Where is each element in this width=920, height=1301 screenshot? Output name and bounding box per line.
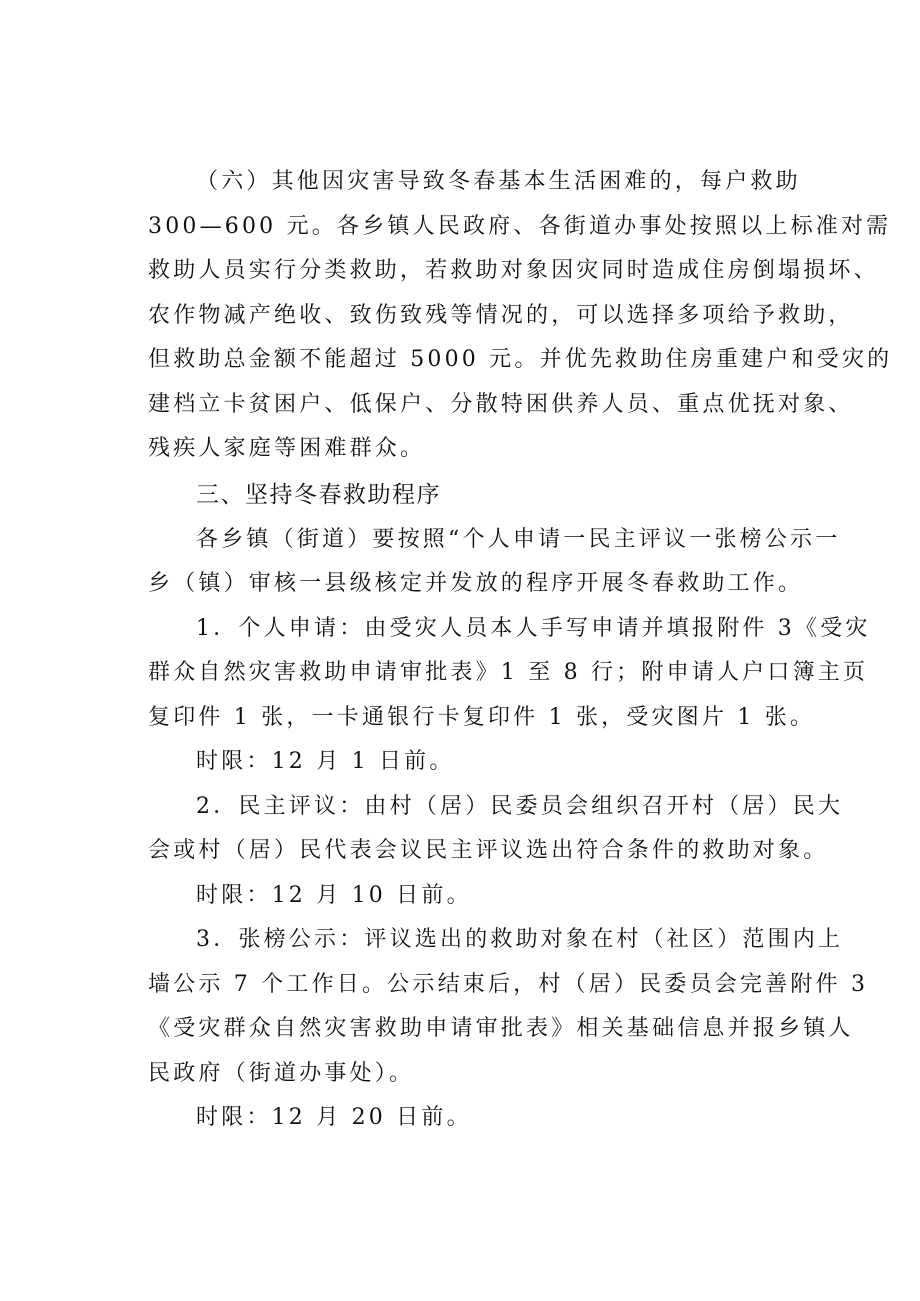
text-line: 农作物减产绝收、致伤致残等情况的，可以选择多项给予救助，	[148, 302, 854, 328]
text-line: 建档立卡贫困户、低保户、分散特困供养人员、重点优抚对象、	[148, 391, 854, 417]
paragraph-item-6	[148, 160, 893, 472]
step-3-deadline	[148, 1096, 808, 1141]
text-line: 复印件 1 张，一卡通银行卡复印件 1 张，受灾图片 1 张。	[148, 704, 816, 730]
text-line: 会或村（居）民代表会议民主评议选出符合条件的救助对象。	[148, 838, 829, 863]
text-line: 2．民主评议：由村（居）民委员会组织召开村（居）民大	[196, 793, 844, 819]
text-line: 各乡镇（街道）要按照“个人申请一民主评议一张榜公示一	[196, 526, 841, 552]
step-2-paragraph	[148, 785, 844, 874]
step-2-deadline	[148, 874, 808, 919]
step-1-paragraph	[148, 607, 871, 741]
text-line: 《受灾群众自然灾害救助申请审批表》相关基础信息并报乡镇人	[148, 1016, 854, 1041]
section-intro-paragraph	[148, 518, 841, 607]
text-line: 时限：12 月 10 日前。	[196, 882, 472, 908]
text-line: 墙公示 7 个工作日。公示结束后，村（居）民委员会完善附件 3	[148, 971, 869, 997]
text-line: 民政府（街道办事处）。	[148, 1060, 415, 1086]
text-line: 300—600 元。各乡镇人民政府、各街道办事处按照以上标准对需	[148, 213, 892, 239]
text-line: 3．张榜公示：评议选出的救助对象在村（社区）范围内上	[196, 927, 844, 952]
text-line: 但救助总金额不能超过 5000 元。并优先救助住房重建户和受灾的	[148, 347, 893, 372]
text-line: 救助人员实行分类救助，若救助对象因灾同时造成住房倒塌损坏、	[148, 258, 879, 283]
text-line: 残疾人家庭等困难群众。	[148, 436, 426, 461]
text-line: 乡（镇）审核一县级核定并发放的程序开展冬春救助工作。	[148, 571, 804, 596]
text-line: 时限：12 月 1 日前。	[196, 749, 455, 774]
text-line: 群众自然灾害救助申请审批表》1 至 8 行；附申请人户口簿主页	[148, 660, 869, 685]
text-line: 时限：12 月 20 日前。	[196, 1105, 472, 1130]
step-1-deadline	[148, 740, 808, 785]
step-3-paragraph	[148, 918, 869, 1096]
text-line: （六）其他因灾害导致冬春基本生活困难的，每户救助	[196, 169, 801, 194]
text-line: 1．个人申请：由受灾人员本人手写申请并填报附件 3《受灾	[196, 615, 871, 641]
section-heading: 三、坚持冬春救助程序	[196, 481, 441, 508]
